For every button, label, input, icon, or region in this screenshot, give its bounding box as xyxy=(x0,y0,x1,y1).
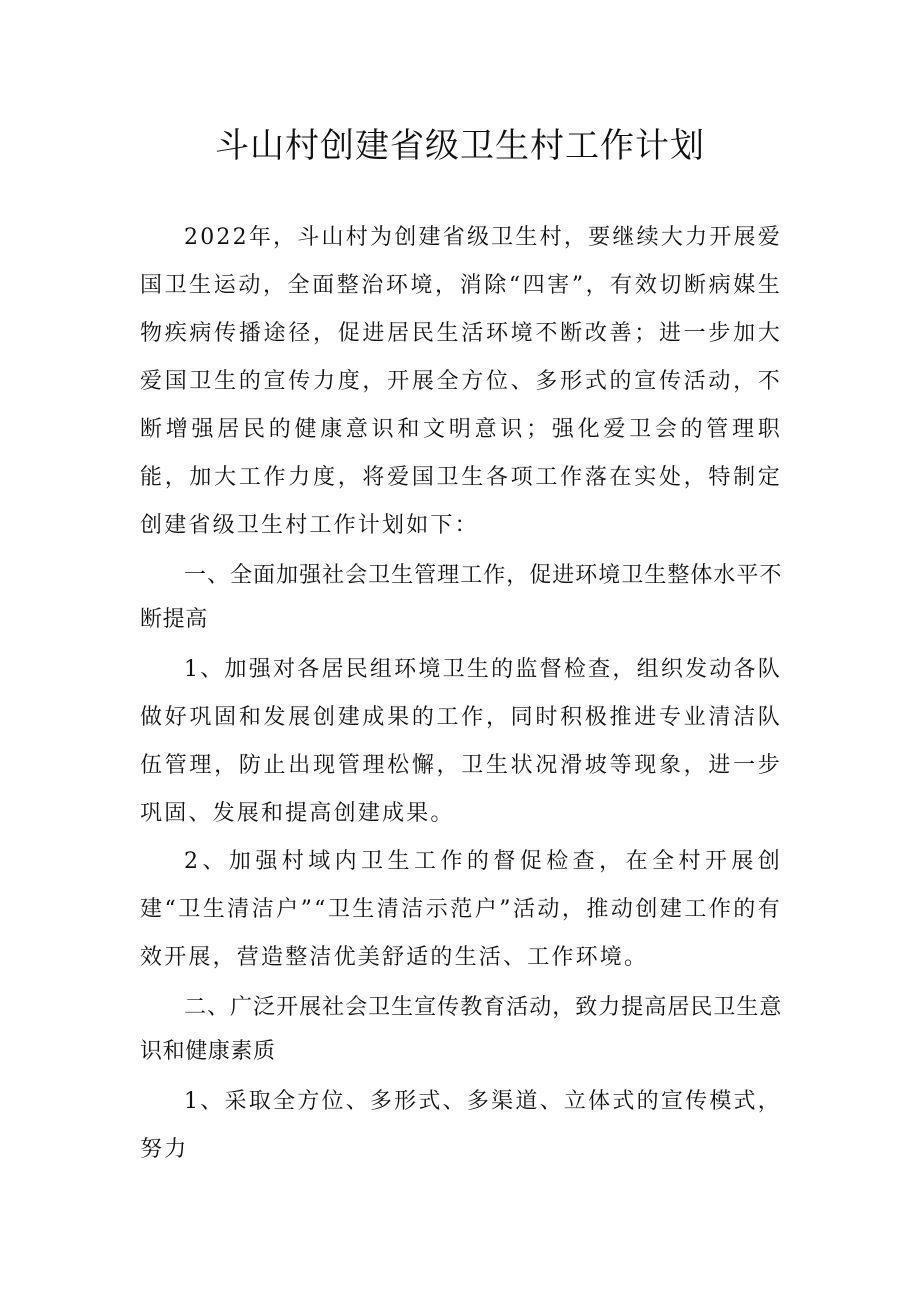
section-heading-1: 一、全面加强社会卫生管理工作，促进环境卫生整体水平不断提高 xyxy=(140,563,782,632)
section-1-item-2: 2、加强村域内卫生工作的督促检查，在全村开展创建“卫生清洁户”“卫生清洁示范户”活动，推动创建工作的有效开展，营造整洁优美舒适的生活、工作环境。 xyxy=(140,849,782,970)
section-2-item-1: 1、采取全方位、多形式、多渠道、立体式的宣传模式，努力 xyxy=(140,1089,782,1162)
section-heading-2: 二、广泛开展社会卫生宣传教育活动，致力提高居民卫生意识和健康素质 xyxy=(140,995,782,1064)
page-title: 斗山村创建省级卫生村工作计划 xyxy=(215,126,705,166)
document-body xyxy=(140,214,782,1174)
section-1-item-1: 1、加强对各居民组环境卫生的监督检查，组织发动各队做好巩固和发展创建成果的工作，同时积极推进专业清洁队伍管理，防止出现管理松懈，卫生状况滑坡等现象，进一步巩固、发展和提高创建成果。 xyxy=(140,657,782,826)
intro-paragraph: 2022年，斗山村为创建省级卫生村，要继续大力开展爱国卫生运动，全面整治环境，消除“四害”，有效切断病媒生物疾病传播途径，促进居民生活环境不断改善；进一步加大爱国卫生的宣传力度，开展全方位、多形式的宣传活动，不断增强居民的健康意识和文明意识；强化爱卫会的管理职能，加大工作力度，将爱国卫生各项工作落在实处，特制定创建省级卫生村工作计划如下： xyxy=(140,225,782,538)
